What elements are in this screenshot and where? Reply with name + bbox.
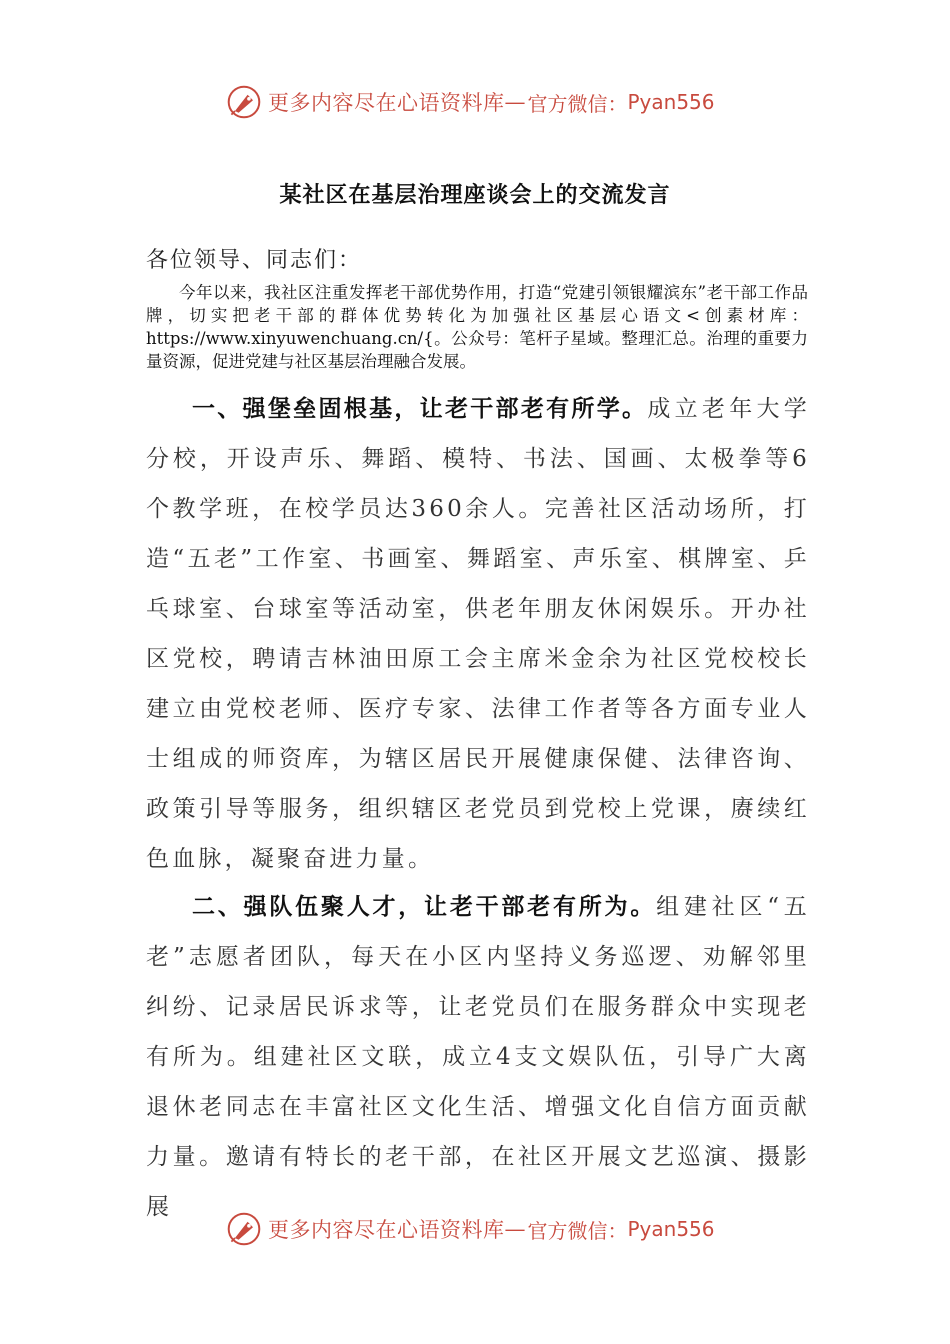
banner-wechat-label: 官方微信： [527, 91, 628, 116]
document-title: 某社区在基层治理座谈会上的交流发言 [279, 182, 671, 208]
section-body-2: 组建社区“五老”志愿者团队，每天在小区内坚持义务巡逻、劝解邻里纠纷、记录居民诉求等，让老党员们在服务群众中实现老有所为。组建社区文联，成立4支文娱队伍，引导广大离退休老同志在丰富社区文化生活、增强文化自信方面贡献力量。邀请有特长的老干部，在社区开展文艺巡演、摄影展 [146, 894, 810, 1220]
section-body-1: 成立老年大学分校，开设声乐、舞蹈、模特、书法、国画、太极拳等6个教学班，在校学员达360余人。完善社区活动场所，打造“五老”工作室、书画室、舞蹈室、声乐室、棋牌室、乒乓球室、台球室等活动室，供老年朋友休闲娱乐。开办社区党校，聘请吉林油田原工会主席米金余为社区党校校长建立由党校老师、医疗专家、法律工作者等各方面专业人士组成的师资库，为辖区居民开展健康保健、法律咨询、政策引导等服务，组织辖区老党员到党校上党课，赓续红色血脉，凝聚奋进力量。 [146, 396, 810, 872]
footer-banner[interactable] [226, 1209, 715, 1249]
banner-dash: — [504, 90, 526, 114]
pen-nib-logo-icon [226, 84, 262, 120]
pen-nib-logo-icon [226, 1211, 262, 1247]
section-paragraph-2 [146, 882, 810, 1232]
section-heading-2: 二、强队伍聚人才，让老干部老有所为。 [192, 893, 657, 920]
salutation: 各位领导、同志们： [146, 248, 363, 273]
banner-wechat-id: Pyan556 [627, 1217, 715, 1241]
section-paragraph-1 [146, 384, 810, 884]
header-banner[interactable] [226, 82, 715, 122]
intro-paragraph: 今年以来，我社区注重发挥老干部优势作用，打造“党建引领银耀滨东”老干部工作品牌，切实把老干部的群体优势转化为加强社区基层心语文<创素材库：https://www.xinyuwenchuang.cn/{。公众号：笔杆子星域。整理汇总。治理的重要力量资源，促进党建与社区基层治理融合发展。 [146, 283, 808, 371]
section-heading-1: 一、强堡垒固根基，让老干部老有所学。 [192, 395, 648, 422]
banner-text: 更多内容尽在心语资料库 [268, 91, 505, 115]
banner-wechat-label: 官方微信： [527, 1218, 628, 1243]
banner-dash: — [504, 1217, 526, 1241]
banner-wechat-id: Pyan556 [627, 90, 715, 114]
banner-text: 更多内容尽在心语资料库 [268, 1218, 505, 1242]
